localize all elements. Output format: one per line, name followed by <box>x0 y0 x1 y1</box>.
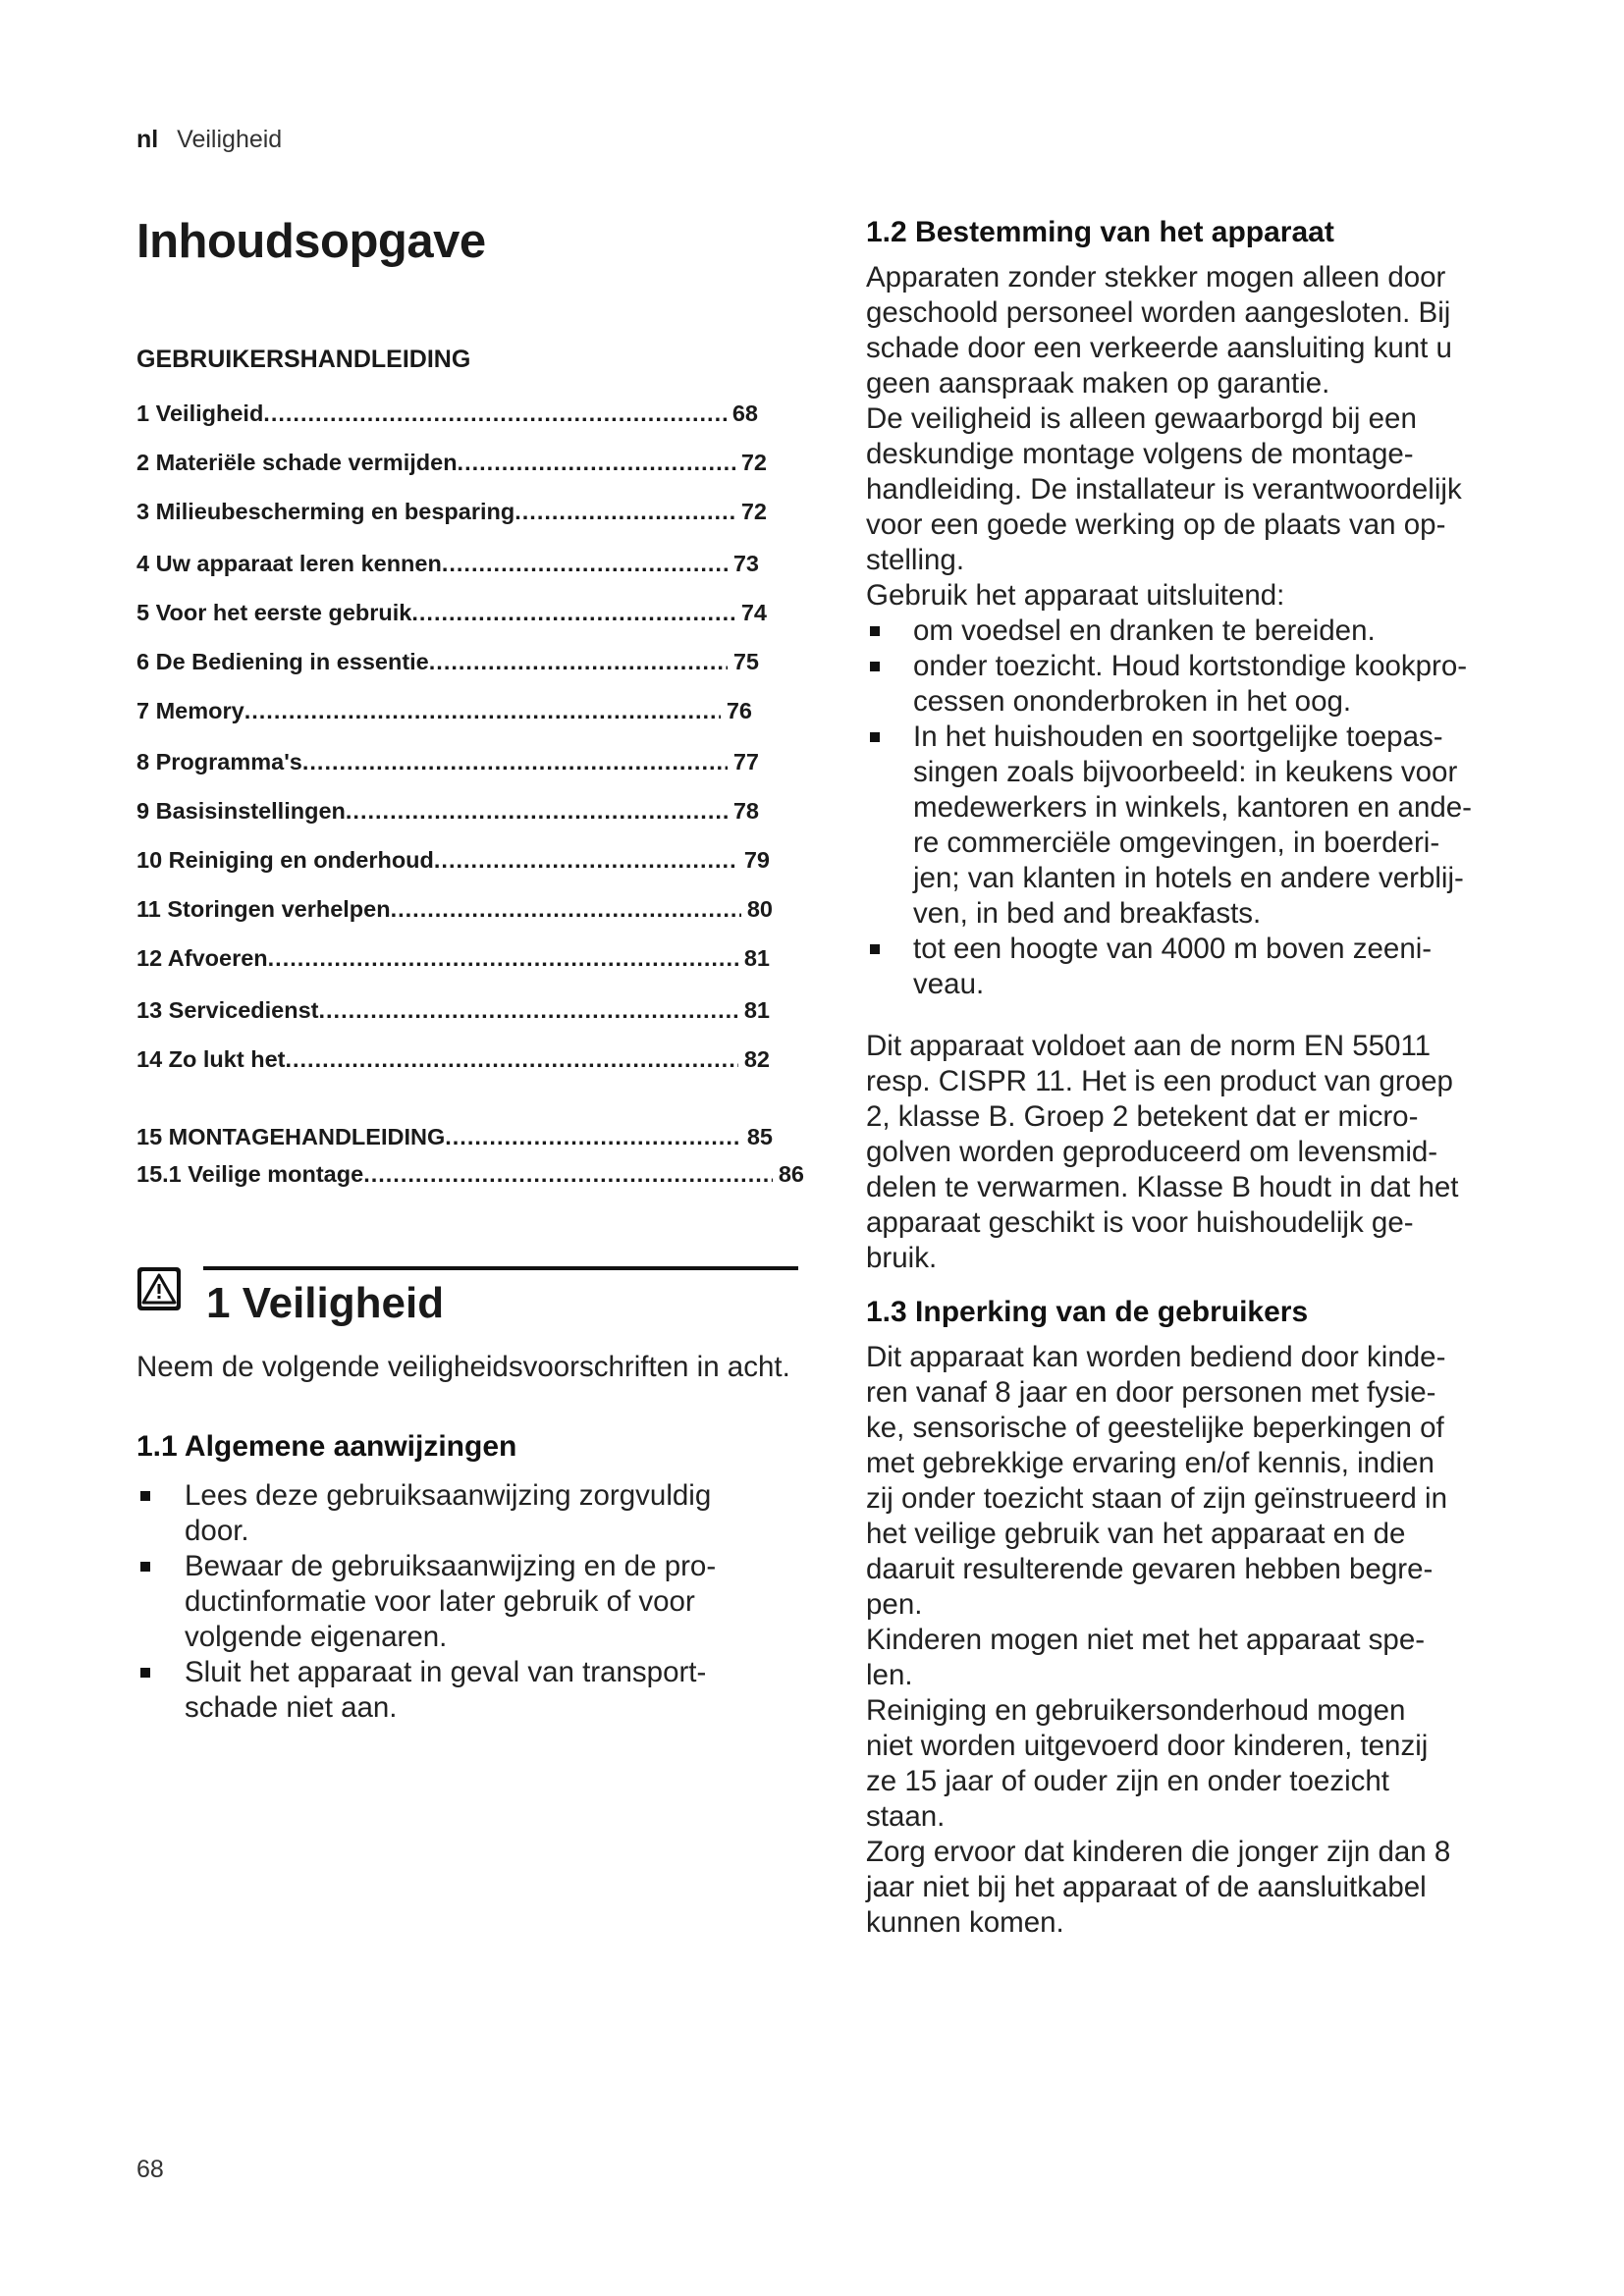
bullet-marker <box>870 732 880 742</box>
toc-entry-page: 72 <box>740 499 767 524</box>
toc-entry[interactable] <box>136 1046 770 1073</box>
toc-entry[interactable] <box>136 1161 804 1188</box>
bullet-marker <box>870 662 880 671</box>
bullet-item <box>870 720 1557 932</box>
toc-entry-label: 8 Programma's <box>136 749 302 774</box>
toc-entry-label: 4 Uw apparaat leren kennen <box>136 551 442 576</box>
bullet-text: om voedsel en dranken te bereiden. <box>913 614 1376 647</box>
toc-entry-page: 74 <box>740 600 767 625</box>
toc-entry[interactable] <box>136 1124 773 1150</box>
paragraph: Apparaten zonder stekker mogen alleen door geschoold personeel worden aangesloten. Bij schade door een verkeerde aansluiting kunt u geen aanspraak maken op garantie. De veiligheid is alleen gewaarborgd bij een deskundige montage volgens de montage- handleiding. De installateur is verantwoordelijk voor een goede werking op de plaats van op- stelling. Gebruik het apparaat uitsluitend: <box>866 261 1462 612</box>
toc-entry[interactable] <box>136 798 759 825</box>
toc-entry-label: 3 Milieubescherming en besparing <box>136 499 515 524</box>
running-header <box>136 126 282 154</box>
toc-entry-label: 5 Voor het eerste gebruik <box>136 600 412 625</box>
bullet-item <box>140 1549 808 1655</box>
toc-entry[interactable] <box>136 551 759 577</box>
header-section-title: Veiligheid <box>177 126 283 153</box>
toc-group-heading: GEBRUIKERSHANDLEIDING <box>136 346 471 373</box>
toc-entry-page: 79 <box>743 847 770 873</box>
toc-entry-label: 10 Reiniging en onderhoud <box>136 847 434 873</box>
toc-entry-page: 75 <box>732 649 759 674</box>
bullet-marker <box>140 1562 150 1572</box>
section-rule <box>203 1266 798 1270</box>
bullet-item <box>870 932 1557 1002</box>
toc-entry-label: 9 Basisinstellingen <box>136 798 346 824</box>
toc-entry-page: 81 <box>743 997 770 1023</box>
language-code: nl <box>136 126 159 153</box>
toc-entry[interactable] <box>136 847 770 874</box>
toc-entry-page: 76 <box>726 698 752 723</box>
bullet-text: Bewaar de gebruiksaanwijzing en de pro- ductinformatie voor later gebruik of voor volgende eigenaren. <box>185 1550 717 1653</box>
paragraph: Dit apparaat kan worden bediend door kinde- ren vanaf 8 jaar en door personen met fysie- ke, sensorische of geestelijke beperkingen of met gebrekkige ervaring en/of kennis, indien zij onder toezicht staan of zijn geïnstrueerd in het veilige gebruik van het apparaat en de daaruit resulterende gevaren hebben begre- pen. Kinderen mogen niet met het apparaat spe- len. Reiniging en gebruikersonderhoud mogen niet worden uitgevoerd door kinderen, tenzij ze 15 jaar of ouder zijn en onder toezicht staan. Zorg ervoor dat kinderen die jonger zijn dan 8 jaar niet bij het apparaat of de aansluitkabel kunnen komen. <box>866 1341 1451 1939</box>
bullet-text: In het huishouden en soortgelijke toepas- singen zoals bijvoorbeeld: in keukens voor medewerkers in winkels, kantoren en ande- re commerciële omgevingen, in boerderi- jen; van klanten in hotels en andere verblij- ven, in bed and breakfasts. <box>913 721 1472 930</box>
toc-entry[interactable] <box>136 698 752 724</box>
toc-entry-page: 82 <box>743 1046 770 1072</box>
subsection-heading: 1.2 Bestemming van het apparaat <box>866 216 1334 248</box>
toc-entry-label: 15 MONTAGEHANDLEIDING <box>136 1124 446 1149</box>
paragraph: Dit apparaat voldoet aan de norm EN 55011 resp. CISPR 11. Het is een product van groep 2, klasse B. Groep 2 betekent dat er micro- golven worden geproduceerd om levensmid- delen te verwarmen. Klasse B houdt in dat het apparaat geschikt is voor huishoudelijk ge- bruik. <box>866 1030 1459 1274</box>
toc-entry-page: 78 <box>732 798 759 824</box>
toc-entry[interactable] <box>136 997 770 1024</box>
toc-entry-label: 7 Memory <box>136 698 244 723</box>
toc-entry[interactable] <box>136 649 759 675</box>
toc-entry-label: 1 Veiligheid <box>136 400 264 426</box>
intro-paragraph: Neem de volgende veiligheidsvoorschriften in acht. <box>136 1351 790 1383</box>
page-number: 68 <box>136 2156 164 2183</box>
toc-entry-page: 72 <box>740 450 767 475</box>
toc-title: Inhoudsopgave <box>136 215 486 268</box>
bullet-text: Lees deze gebruiksaanwijzing zorgvuldig door. <box>185 1479 712 1547</box>
toc-entry-label: 11 Storingen verhelpen <box>136 896 391 922</box>
bullet-text: Sluit het apparaat in geval van transport- schade niet aan. <box>185 1656 707 1724</box>
toc-entry-page: 73 <box>732 551 759 576</box>
toc-entry[interactable] <box>136 896 773 923</box>
bullet-marker <box>140 1668 150 1678</box>
toc-entry-page: 81 <box>743 945 770 971</box>
section-heading: 1 Veiligheid <box>206 1279 445 1327</box>
toc-entry[interactable] <box>136 945 770 972</box>
toc-entry[interactable] <box>136 450 767 476</box>
toc-entry-label: 12 Afvoeren <box>136 945 268 971</box>
toc-entry-page: 85 <box>746 1124 773 1149</box>
bullet-marker <box>870 626 880 636</box>
subsection-heading: 1.3 Inperking van de gebruikers <box>866 1296 1309 1328</box>
bullet-text: tot een hoogte van 4000 m boven zeeni- veau. <box>913 933 1433 1000</box>
bullet-item <box>870 649 1557 720</box>
toc-entry-label: 14 Zo lukt het <box>136 1046 286 1072</box>
toc-entry-label: 13 Servicedienst <box>136 997 319 1023</box>
bullet-text: onder toezicht. Houd kortstondige kookpro- cessen ononderbroken in het oog. <box>913 650 1468 718</box>
toc-entry-page: 86 <box>778 1161 804 1187</box>
bullet-marker <box>870 944 880 954</box>
bullet-item <box>140 1655 808 1726</box>
toc-entry[interactable] <box>136 600 767 626</box>
toc-entry-page: 68 <box>731 400 758 426</box>
toc-entry-label: 2 Materiële schade vermijden <box>136 450 458 475</box>
toc-entry-label: 15.1 Veilige montage <box>136 1161 364 1187</box>
warning-icon <box>136 1266 182 1311</box>
bullet-item <box>140 1478 808 1549</box>
toc-entry[interactable] <box>136 499 767 525</box>
bullet-item <box>870 614 1557 649</box>
toc-entry[interactable] <box>136 749 759 775</box>
toc-entry-page: 77 <box>732 749 759 774</box>
toc-entry[interactable] <box>136 400 758 427</box>
bullet-marker <box>140 1491 150 1501</box>
toc-entry-page: 80 <box>746 896 773 922</box>
subsection-heading: 1.1 Algemene aanwijzingen <box>136 1430 517 1463</box>
toc-entry-label: 6 De Bediening in essentie <box>136 649 429 674</box>
